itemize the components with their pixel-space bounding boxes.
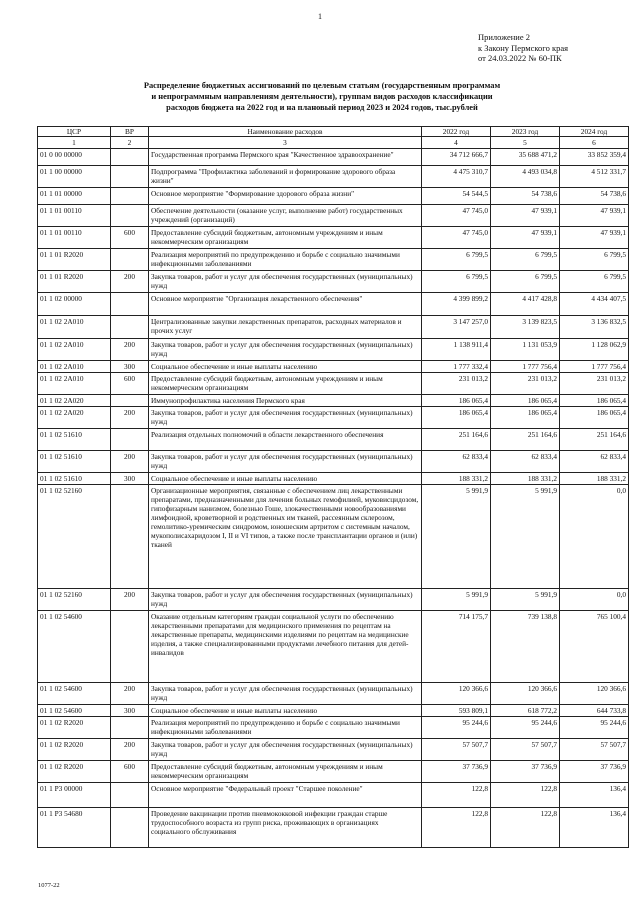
- csr-cell: 01 1 00 00000: [38, 166, 111, 188]
- title-line: расходов бюджета на 2022 год и на плановый период 2023 и 2024 годов, тыс.рублей: [166, 103, 478, 112]
- amount-2023-cell: 6 799,5: [491, 271, 560, 293]
- vr-cell: [111, 205, 149, 227]
- header-2022: 2022 год: [422, 127, 491, 137]
- amount-2024-cell: 4 434 407,5: [560, 293, 629, 316]
- amount-2022-cell: 47 745,0: [422, 227, 491, 249]
- table-row: [38, 339, 629, 361]
- csr-cell: 01 1 02 52160: [38, 485, 111, 589]
- vr-cell: 200: [111, 271, 149, 293]
- vr-cell: [111, 395, 149, 407]
- amount-2023-cell: 186 065,4: [491, 407, 560, 429]
- amount-2022-cell: 4 475 310,7: [422, 166, 491, 188]
- amount-2023-cell: 4 493 034,8: [491, 166, 560, 188]
- name-cell: Социальное обеспечение и иные выплаты населению: [149, 361, 422, 373]
- header-csr: ЦСР: [38, 127, 111, 137]
- amount-2022-cell: 1 777 332,4: [422, 361, 491, 373]
- table-row: [38, 361, 629, 373]
- amount-2023-cell: 251 164,6: [491, 429, 560, 451]
- vr-cell: [111, 188, 149, 205]
- header-name: Наименование расходов: [149, 127, 422, 137]
- amount-2022-cell: 62 833,4: [422, 451, 491, 473]
- amount-2022-cell: 54 544,5: [422, 188, 491, 205]
- amount-2023-cell: 54 738,6: [491, 188, 560, 205]
- name-cell: Проведение вакцинации против пневмококковой инфекции граждан старше трудоспособного возраста из групп риска, проживающих в организациях социального обслуживания: [149, 808, 422, 848]
- table-row: [38, 429, 629, 451]
- vr-cell: 600: [111, 373, 149, 395]
- column-number-row: [38, 137, 629, 149]
- name-cell: Реализация мероприятий по предупреждению и борьбе с социально значимыми инфекционными заболеваниями: [149, 717, 422, 739]
- amount-2022-cell: 5 991,9: [422, 485, 491, 589]
- csr-cell: 01 1 02 R2020: [38, 761, 111, 783]
- amount-2023-cell: 1 131 053,9: [491, 339, 560, 361]
- amount-2023-cell: 57 507,7: [491, 739, 560, 761]
- vr-cell: [111, 293, 149, 316]
- appendix-line: к Закону Пермского края: [478, 42, 569, 53]
- header-vr: ВР: [111, 127, 149, 137]
- vr-cell: 300: [111, 361, 149, 373]
- vr-cell: 200: [111, 739, 149, 761]
- amount-2023-cell: 4 417 428,8: [491, 293, 560, 316]
- appendix-block: [478, 32, 568, 64]
- csr-cell: 01 1 02 2А010: [38, 316, 111, 339]
- amount-2024-cell: 62 833,4: [560, 451, 629, 473]
- amount-2023-cell: 231 013,2: [491, 373, 560, 395]
- column-number: 6: [560, 137, 629, 149]
- table-row: [38, 188, 629, 205]
- csr-cell: 01 1 02 R2020: [38, 717, 111, 739]
- amount-2022-cell: 3 147 257,0: [422, 316, 491, 339]
- name-cell: Иммунопрофилактика населения Пермского края: [149, 395, 422, 407]
- table-row: [38, 451, 629, 473]
- vr-cell: 300: [111, 705, 149, 717]
- table-row: [38, 316, 629, 339]
- amount-2024-cell: 0,0: [560, 589, 629, 611]
- amount-2023-cell: 95 244,6: [491, 717, 560, 739]
- amount-2024-cell: 47 939,1: [560, 205, 629, 227]
- name-cell: Закупка товаров, работ и услуг для обеспечения государственных (муниципальных) нужд: [149, 451, 422, 473]
- table-row: [38, 205, 629, 227]
- name-cell: Обеспечение деятельности (оказание услуг, выполнение работ) государственных учреждений (организаций): [149, 205, 422, 227]
- header-2024: 2024 год: [560, 127, 629, 137]
- amount-2024-cell: 644 733,8: [560, 705, 629, 717]
- vr-cell: 200: [111, 683, 149, 705]
- csr-cell: 01 1 02 00000: [38, 293, 111, 316]
- name-cell: Основное мероприятие "Федеральный проект "Старшее поколение": [149, 783, 422, 808]
- csr-cell: 01 1 02 51610: [38, 429, 111, 451]
- amount-2022-cell: 5 991,9: [422, 589, 491, 611]
- column-number: 3: [149, 137, 422, 149]
- vr-cell: [111, 611, 149, 683]
- csr-cell: 01 1 P3 54680: [38, 808, 111, 848]
- column-number: 4: [422, 137, 491, 149]
- amount-2024-cell: 136,4: [560, 808, 629, 848]
- amount-2024-cell: 47 939,1: [560, 227, 629, 249]
- amount-2024-cell: 765 100,4: [560, 611, 629, 683]
- name-cell: Подпрограмма "Профилактика заболеваний и формирование здорового образа жизни": [149, 166, 422, 188]
- table-row: [38, 293, 629, 316]
- csr-cell: 01 1 02 54600: [38, 705, 111, 717]
- amount-2024-cell: 231 013,2: [560, 373, 629, 395]
- table-row: [38, 271, 629, 293]
- amount-2024-cell: 186 065,4: [560, 407, 629, 429]
- amount-2022-cell: 57 507,7: [422, 739, 491, 761]
- vr-cell: [111, 429, 149, 451]
- page-number: 1: [318, 12, 322, 21]
- amount-2022-cell: 231 013,2: [422, 373, 491, 395]
- table-row: [38, 227, 629, 249]
- amount-2024-cell: 120 366,6: [560, 683, 629, 705]
- csr-cell: 01 1 01 00110: [38, 227, 111, 249]
- csr-cell: 01 1 02 2А020: [38, 407, 111, 429]
- budget-table: [37, 126, 629, 848]
- name-cell: Организационные мероприятия, связанные с обеспечением лиц лекарственными препаратами, предназначенными для лечения больных гемофилией, муковисцидозом, гипофизарным нанизмом, болезнью Гоше, злокачественными новообразованиями лимфоидной, кроветворной и родственных им тканей, рассеянным склерозом, гемолитико-уремическим синдромом, юношеским артритом с системным началом, мукополисахаридозом I, II и VI типов, а также после трансплантации органов и (или) тканей: [149, 485, 422, 589]
- amount-2022-cell: 122,8: [422, 808, 491, 848]
- amount-2024-cell: 4 512 331,7: [560, 166, 629, 188]
- amount-2023-cell: 739 138,8: [491, 611, 560, 683]
- header-row: [38, 127, 629, 137]
- amount-2024-cell: 6 799,5: [560, 249, 629, 271]
- amount-2022-cell: 188 331,2: [422, 473, 491, 485]
- column-number: 1: [38, 137, 111, 149]
- document-title: [112, 80, 532, 113]
- csr-cell: 01 1 02 54600: [38, 611, 111, 683]
- amount-2022-cell: 714 175,7: [422, 611, 491, 683]
- name-cell: Социальное обеспечение и иные выплаты населению: [149, 705, 422, 717]
- amount-2022-cell: 47 745,0: [422, 205, 491, 227]
- vr-cell: [111, 485, 149, 589]
- csr-cell: 01 1 P3 00000: [38, 783, 111, 808]
- csr-cell: 01 1 01 R2020: [38, 271, 111, 293]
- amount-2023-cell: 5 991,9: [491, 589, 560, 611]
- table-row: [38, 373, 629, 395]
- table-row: [38, 705, 629, 717]
- table-row: [38, 395, 629, 407]
- amount-2023-cell: 62 833,4: [491, 451, 560, 473]
- amount-2022-cell: 95 244,6: [422, 717, 491, 739]
- vr-cell: [111, 316, 149, 339]
- column-number: 2: [111, 137, 149, 149]
- name-cell: Закупка товаров, работ и услуг для обеспечения государственных (муниципальных) нужд: [149, 683, 422, 705]
- csr-cell: 01 1 02 2А010: [38, 339, 111, 361]
- vr-cell: [111, 783, 149, 808]
- appendix-line: от 24.03.2022 № 60-ПК: [478, 53, 562, 63]
- amount-2023-cell: 618 772,2: [491, 705, 560, 717]
- csr-cell: 01 1 02 2А020: [38, 395, 111, 407]
- name-cell: Централизованные закупки лекарственных препаратов, расходных материалов и прочих услуг: [149, 316, 422, 339]
- amount-2022-cell: 4 399 899,2: [422, 293, 491, 316]
- amount-2023-cell: 37 736,9: [491, 761, 560, 783]
- amount-2024-cell: 251 164,6: [560, 429, 629, 451]
- name-cell: Предоставление субсидий бюджетным, автономным учреждениям и иным некоммерческим организациям: [149, 761, 422, 783]
- csr-cell: 01 1 02 54600: [38, 683, 111, 705]
- footer-code: 1077-22: [38, 882, 60, 889]
- table-row: [38, 249, 629, 271]
- table-row: [38, 149, 629, 166]
- csr-cell: 01 1 02 52160: [38, 589, 111, 611]
- name-cell: Основное мероприятие "Формирование здорового образа жизни": [149, 188, 422, 205]
- amount-2022-cell: 120 366,6: [422, 683, 491, 705]
- csr-cell: 01 1 02 51610: [38, 473, 111, 485]
- amount-2024-cell: 3 136 832,5: [560, 316, 629, 339]
- name-cell: Основное мероприятие "Организация лекарственного обеспечения": [149, 293, 422, 316]
- table-row: [38, 808, 629, 848]
- amount-2024-cell: 186 065,4: [560, 395, 629, 407]
- amount-2024-cell: 136,4: [560, 783, 629, 808]
- csr-cell: 01 1 01 00110: [38, 205, 111, 227]
- table-row: [38, 683, 629, 705]
- vr-cell: 200: [111, 407, 149, 429]
- amount-2024-cell: 33 852 359,4: [560, 149, 629, 166]
- amount-2024-cell: 57 507,7: [560, 739, 629, 761]
- table-row: [38, 717, 629, 739]
- amount-2023-cell: 47 939,1: [491, 227, 560, 249]
- amount-2022-cell: 6 799,5: [422, 249, 491, 271]
- name-cell: Государственная программа Пермского края "Качественное здравоохранение": [149, 149, 422, 166]
- name-cell: Реализация отдельных полномочий в области лекарственного обеспечения: [149, 429, 422, 451]
- name-cell: Закупка товаров, работ и услуг для обеспечения государственных (муниципальных) нужд: [149, 339, 422, 361]
- table-row: [38, 589, 629, 611]
- vr-cell: [111, 808, 149, 848]
- amount-2024-cell: 188 331,2: [560, 473, 629, 485]
- amount-2022-cell: 186 065,4: [422, 395, 491, 407]
- vr-cell: 300: [111, 473, 149, 485]
- amount-2023-cell: 120 366,6: [491, 683, 560, 705]
- name-cell: Закупка товаров, работ и услуг для обеспечения государственных (муниципальных) нужд: [149, 271, 422, 293]
- amount-2023-cell: 35 688 471,2: [491, 149, 560, 166]
- amount-2024-cell: 1 777 756,4: [560, 361, 629, 373]
- amount-2023-cell: 188 331,2: [491, 473, 560, 485]
- amount-2022-cell: 34 712 666,7: [422, 149, 491, 166]
- column-number: 5: [491, 137, 560, 149]
- vr-cell: 600: [111, 761, 149, 783]
- appendix-line: Приложение 2: [478, 32, 530, 42]
- vr-cell: [111, 149, 149, 166]
- table-row: [38, 783, 629, 808]
- name-cell: Предоставление субсидий бюджетным, автономным учреждениям и иным некоммерческим организациям: [149, 373, 422, 395]
- table-row: [38, 407, 629, 429]
- csr-cell: 01 1 01 00000: [38, 188, 111, 205]
- vr-cell: [111, 249, 149, 271]
- vr-cell: 200: [111, 451, 149, 473]
- table-row: [38, 739, 629, 761]
- vr-cell: 200: [111, 589, 149, 611]
- table-row: [38, 485, 629, 589]
- amount-2024-cell: 0,0: [560, 485, 629, 589]
- table-row: [38, 611, 629, 683]
- amount-2023-cell: 186 065,4: [491, 395, 560, 407]
- amount-2023-cell: 5 991,9: [491, 485, 560, 589]
- table-row: [38, 166, 629, 188]
- amount-2022-cell: 122,8: [422, 783, 491, 808]
- name-cell: Закупка товаров, работ и услуг для обеспечения государственных (муниципальных) нужд: [149, 739, 422, 761]
- table-row: [38, 473, 629, 485]
- amount-2024-cell: 54 738,6: [560, 188, 629, 205]
- amount-2024-cell: 6 799,5: [560, 271, 629, 293]
- amount-2023-cell: 122,8: [491, 783, 560, 808]
- csr-cell: 01 0 00 00000: [38, 149, 111, 166]
- vr-cell: 200: [111, 339, 149, 361]
- vr-cell: [111, 717, 149, 739]
- amount-2022-cell: 37 736,9: [422, 761, 491, 783]
- name-cell: Предоставление субсидий бюджетным, автономным учреждениям и иным некоммерческим организациям: [149, 227, 422, 249]
- header-2023: 2023 год: [491, 127, 560, 137]
- title-line: Распределение бюджетных ассигнований по целевым статьям (государственным программам: [143, 81, 501, 90]
- amount-2022-cell: 251 164,6: [422, 429, 491, 451]
- amount-2022-cell: 593 809,1: [422, 705, 491, 717]
- amount-2022-cell: 1 138 911,4: [422, 339, 491, 361]
- amount-2023-cell: 122,8: [491, 808, 560, 848]
- csr-cell: 01 1 02 2А010: [38, 373, 111, 395]
- name-cell: Социальное обеспечение и иные выплаты населению: [149, 473, 422, 485]
- csr-cell: 01 1 01 R2020: [38, 249, 111, 271]
- amount-2024-cell: 95 244,6: [560, 717, 629, 739]
- amount-2023-cell: 6 799,5: [491, 249, 560, 271]
- name-cell: Реализация мероприятий по предупреждению и борьбе с социально значимыми инфекционными заболеваниями: [149, 249, 422, 271]
- title-line: и непрограммным направлениям деятельности), группам видов расходов классификации: [151, 92, 493, 101]
- amount-2023-cell: 1 777 756,4: [491, 361, 560, 373]
- amount-2024-cell: 37 736,9: [560, 761, 629, 783]
- name-cell: Оказание отдельным категориям граждан социальной услуги по обеспечению лекарственными препаратами для медицинского применения по рецептам на лекарственные препараты, медицинскими изделиями по рецептам на медицинские изделия, а также специализированными продуктами лечебного питания для детей-инвалидов: [149, 611, 422, 683]
- csr-cell: 01 1 02 2А010: [38, 361, 111, 373]
- table-head: [38, 127, 629, 149]
- vr-cell: 600: [111, 227, 149, 249]
- table-row: [38, 761, 629, 783]
- csr-cell: 01 1 02 R2020: [38, 739, 111, 761]
- amount-2024-cell: 1 128 062,9: [560, 339, 629, 361]
- amount-2023-cell: 3 139 823,5: [491, 316, 560, 339]
- vr-cell: [111, 166, 149, 188]
- table-body: [38, 149, 629, 848]
- name-cell: Закупка товаров, работ и услуг для обеспечения государственных (муниципальных) нужд: [149, 589, 422, 611]
- csr-cell: 01 1 02 51610: [38, 451, 111, 473]
- amount-2022-cell: 186 065,4: [422, 407, 491, 429]
- name-cell: Закупка товаров, работ и услуг для обеспечения государственных (муниципальных) нужд: [149, 407, 422, 429]
- amount-2023-cell: 47 939,1: [491, 205, 560, 227]
- amount-2022-cell: 6 799,5: [422, 271, 491, 293]
